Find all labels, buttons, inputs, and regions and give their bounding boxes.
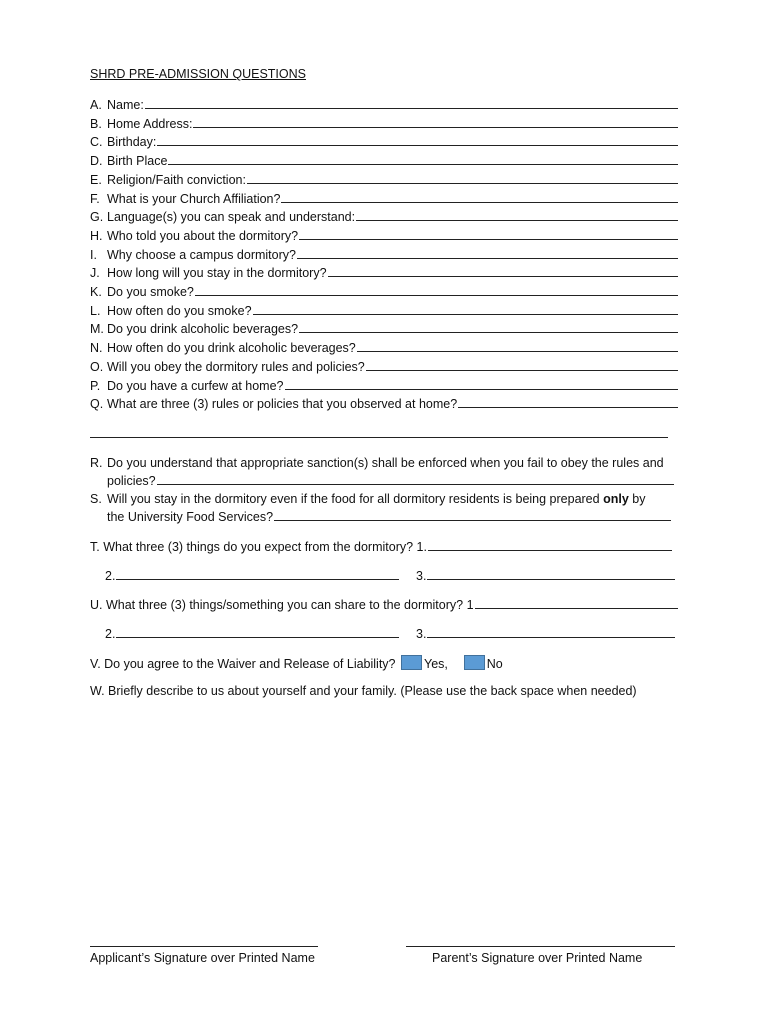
question-text: Religion/Faith conviction: bbox=[107, 173, 246, 187]
question-r-cont bbox=[107, 470, 674, 488]
question-letter: Q. bbox=[90, 397, 104, 411]
question-text: Who told you about the dormitory? bbox=[107, 229, 299, 243]
question-row bbox=[90, 131, 678, 149]
answer-line[interactable] bbox=[281, 201, 678, 203]
form-title: SHRD PRE-ADMISSION QUESTIONS bbox=[90, 67, 306, 81]
question-row bbox=[90, 206, 678, 224]
question-letter: E. bbox=[90, 173, 102, 187]
question-letter: O. bbox=[90, 360, 104, 374]
question-row bbox=[90, 169, 678, 187]
question-text: How long will you stay in the dormitory? bbox=[107, 266, 327, 280]
applicant-signature-label: Applicant’s Signature over Printed Name bbox=[90, 951, 315, 965]
question-text: T. What three (3) things do you expect from the dormitory? 1. bbox=[90, 540, 427, 554]
question-t-item-3 bbox=[416, 565, 675, 583]
answer-line-1[interactable] bbox=[475, 607, 678, 609]
question-text: Do you have a curfew at home? bbox=[107, 379, 284, 393]
question-row bbox=[90, 281, 678, 299]
question-text: Birthday: bbox=[107, 135, 157, 149]
question-text: What are three (3) rules or policies that you observed at home? bbox=[107, 397, 458, 411]
question-text: V. Do you agree to the Waiver and Release of Liability? bbox=[90, 657, 396, 671]
answer-line-3[interactable] bbox=[427, 636, 675, 638]
question-u-item-3 bbox=[416, 623, 675, 641]
answer-line-2[interactable] bbox=[116, 636, 399, 638]
answer-line[interactable] bbox=[328, 275, 678, 277]
question-text: Why choose a campus dormitory? bbox=[107, 248, 296, 262]
answer-line-3[interactable] bbox=[427, 578, 675, 580]
question-text: Language(s) you can speak and understand: bbox=[107, 210, 356, 224]
question-text: Will you obey the dormitory rules and policies? bbox=[107, 360, 365, 374]
question-row bbox=[90, 94, 678, 112]
question-letter: I. bbox=[90, 248, 97, 262]
question-row bbox=[90, 393, 678, 411]
item-number: 2. bbox=[105, 569, 116, 583]
question-text: the University Food Services? bbox=[107, 510, 274, 524]
answer-line[interactable] bbox=[356, 219, 678, 221]
question-row bbox=[90, 337, 678, 355]
question-letter: N. bbox=[90, 341, 103, 355]
emphasis-only: only bbox=[603, 492, 629, 506]
answer-line[interactable] bbox=[274, 519, 671, 521]
question-row bbox=[90, 244, 678, 262]
question-text: Name: bbox=[107, 98, 144, 112]
answer-line[interactable] bbox=[357, 350, 678, 352]
question-letter: A. bbox=[90, 98, 102, 112]
question-row bbox=[90, 150, 678, 168]
question-letter: D. bbox=[90, 154, 103, 168]
question-text-part: Will you stay in the dormitory even if the food for all dormitory residents is being prepared bbox=[107, 492, 604, 506]
question-row bbox=[90, 262, 678, 280]
answer-line[interactable] bbox=[299, 331, 678, 333]
question-row bbox=[90, 318, 678, 336]
question-text: Birth Place bbox=[107, 154, 168, 168]
parent-signature-label: Parent’s Signature over Printed Name bbox=[432, 951, 643, 965]
question-w: W. Briefly describe to us about yourself and your family. (Please use the back space when needed) bbox=[90, 684, 637, 698]
answer-line[interactable] bbox=[195, 294, 678, 296]
question-text: Do you smoke? bbox=[107, 285, 194, 299]
question-letter: G. bbox=[90, 210, 104, 224]
parent-signature-line[interactable] bbox=[406, 946, 675, 947]
answer-line[interactable] bbox=[253, 313, 678, 315]
yes-label: Yes, bbox=[424, 657, 448, 671]
answer-line[interactable] bbox=[247, 182, 678, 184]
answer-line-q-extra[interactable] bbox=[90, 437, 668, 438]
answer-line[interactable] bbox=[297, 257, 678, 259]
question-letter: K. bbox=[90, 285, 102, 299]
answer-line[interactable] bbox=[458, 406, 678, 408]
question-t-item-2 bbox=[105, 565, 399, 583]
question-letter: H. bbox=[90, 229, 103, 243]
question-letter: R. bbox=[90, 456, 103, 470]
question-letter: S. bbox=[90, 492, 102, 506]
question-row bbox=[90, 113, 678, 131]
yes-checkbox[interactable] bbox=[401, 655, 422, 670]
question-u bbox=[90, 594, 678, 612]
question-text bbox=[107, 492, 645, 506]
question-row bbox=[90, 375, 678, 393]
question-letter: J. bbox=[90, 266, 100, 280]
question-letter: F. bbox=[90, 192, 100, 206]
question-text: Home Address: bbox=[107, 117, 193, 131]
question-row bbox=[90, 225, 678, 243]
question-row bbox=[90, 300, 678, 318]
question-t bbox=[90, 536, 672, 554]
item-number: 2. bbox=[105, 627, 116, 641]
question-text: Do you drink alcoholic beverages? bbox=[107, 322, 299, 336]
question-text-part: by bbox=[628, 492, 646, 506]
applicant-signature-line[interactable] bbox=[90, 946, 318, 947]
item-number: 3. bbox=[416, 627, 427, 641]
question-s bbox=[90, 488, 678, 506]
question-letter: M. bbox=[90, 322, 104, 336]
answer-line-2[interactable] bbox=[116, 578, 399, 580]
answer-line[interactable] bbox=[157, 144, 678, 146]
question-letter: B. bbox=[90, 117, 102, 131]
question-r bbox=[90, 452, 678, 470]
question-text: What is your Church Affiliation? bbox=[107, 192, 281, 206]
question-text: policies? bbox=[107, 474, 156, 488]
answer-line[interactable] bbox=[168, 163, 678, 165]
question-u-item-2 bbox=[105, 623, 399, 641]
item-number: 3. bbox=[416, 569, 427, 583]
question-letter: P. bbox=[90, 379, 101, 393]
answer-line-1[interactable] bbox=[428, 549, 672, 551]
answer-line[interactable] bbox=[285, 388, 679, 390]
question-text: How often do you drink alcoholic beverages? bbox=[107, 341, 356, 355]
no-label: No bbox=[486, 657, 503, 671]
question-row bbox=[90, 188, 678, 206]
answer-line[interactable] bbox=[157, 483, 674, 485]
answer-line[interactable] bbox=[193, 126, 678, 128]
question-s-cont bbox=[107, 506, 671, 524]
question-text: U. What three (3) things/something you can share to the dormitory? 1 bbox=[90, 598, 474, 612]
question-letter: L. bbox=[90, 304, 101, 318]
answer-line[interactable] bbox=[145, 107, 678, 109]
question-text: How often do you smoke? bbox=[107, 304, 252, 318]
question-letter: C. bbox=[90, 135, 103, 149]
question-text: Do you understand that appropriate sanction(s) shall be enforced when you fail to obey the rules and bbox=[107, 456, 664, 470]
no-checkbox[interactable] bbox=[464, 655, 485, 670]
question-v bbox=[90, 655, 503, 671]
answer-line[interactable] bbox=[366, 369, 678, 371]
answer-line[interactable] bbox=[299, 238, 678, 240]
question-row bbox=[90, 356, 678, 374]
